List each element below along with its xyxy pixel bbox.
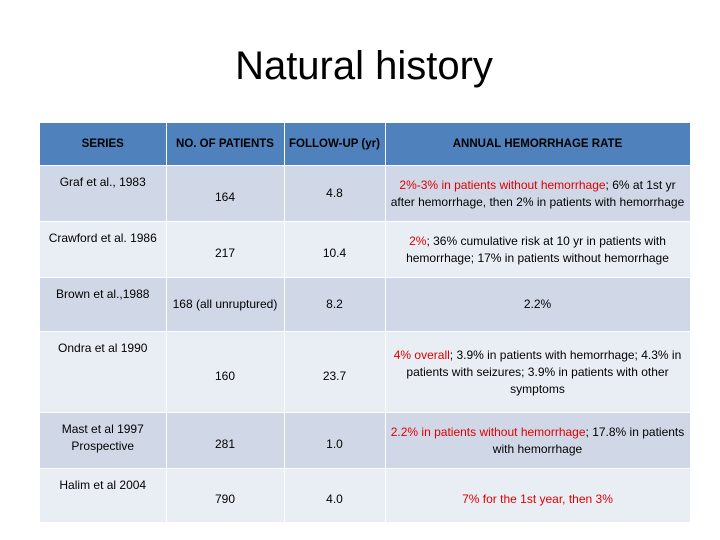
slide-title: Natural history — [235, 44, 493, 88]
cell-followup: 1.0 — [284, 413, 385, 469]
rate-text: ; 3.9% in patients with hemorrhage; 4.3% in patients with seizures; 3.9% in patients with other symptoms — [406, 347, 682, 396]
rate-text: 2.2% — [523, 297, 552, 311]
rate-text: ; 6% at 1st yr after hemorrhage, then 2% in patients with hemorrhage — [390, 177, 685, 209]
cell-followup: 10.4 — [284, 222, 385, 278]
cell-rate — [385, 413, 690, 469]
rate-highlight: 7% for the 1st year, then 3% — [462, 492, 613, 506]
table-row — [40, 166, 690, 222]
cell-followup: 4.0 — [284, 469, 385, 523]
cell-series: Brown et al.,1988 — [40, 278, 166, 332]
cell-patients: 168 (all unruptured) — [166, 278, 284, 332]
cell-series: Ondra et al 1990 — [40, 332, 166, 413]
cell-series: Graf et al., 1983 — [40, 166, 166, 222]
cell-patients: 164 — [166, 166, 284, 222]
table-header-row — [40, 123, 690, 166]
cell-patients: 217 — [166, 222, 284, 278]
cell-followup: 23.7 — [284, 332, 385, 413]
cell-patients: 281 — [166, 413, 284, 469]
table-row — [40, 278, 690, 332]
cell-patients: 160 — [166, 332, 284, 413]
cell-rate — [385, 166, 690, 222]
cell-series: Crawford et al. 1986 — [40, 222, 166, 278]
header-followup: FOLLOW-UP (yr) — [284, 123, 385, 166]
cell-series: Halim et al 2004 — [40, 469, 166, 523]
cell-rate — [385, 469, 690, 523]
rate-highlight: 4% overall — [393, 347, 450, 362]
cell-rate — [385, 222, 690, 278]
header-patients: NO. OF PATIENTS — [166, 123, 284, 166]
rate-highlight: 2% — [409, 233, 427, 248]
series-line-2: Prospective — [71, 439, 135, 453]
rate-highlight: 2%-3% in patients without hemorrhage — [399, 177, 606, 192]
table-row — [40, 413, 690, 469]
rate-text: ; 36% cumulative risk at 10 yr in patients with hemorrhage; 17% in patients without hemorrhage — [406, 233, 669, 265]
table-row — [40, 469, 690, 523]
table-row — [40, 332, 690, 413]
cell-rate — [385, 278, 690, 332]
header-series: SERIES — [40, 123, 166, 166]
series-line-1: Mast et al 1997 — [61, 422, 144, 436]
rate-highlight: 2.2% in patients without hemorrhage — [390, 424, 586, 439]
table-row — [40, 222, 690, 278]
cell-rate — [385, 332, 690, 413]
header-hemorrhage-rate: ANNUAL HEMORRHAGE RATE — [385, 123, 690, 166]
cell-series — [40, 413, 166, 469]
cell-followup: 4.8 — [284, 166, 385, 222]
cell-patients: 790 — [166, 469, 284, 523]
cell-followup: 8.2 — [284, 278, 385, 332]
natural-history-table — [40, 123, 691, 522]
rate-text: ; 17.8% in patients with hemorrhage — [492, 424, 685, 456]
